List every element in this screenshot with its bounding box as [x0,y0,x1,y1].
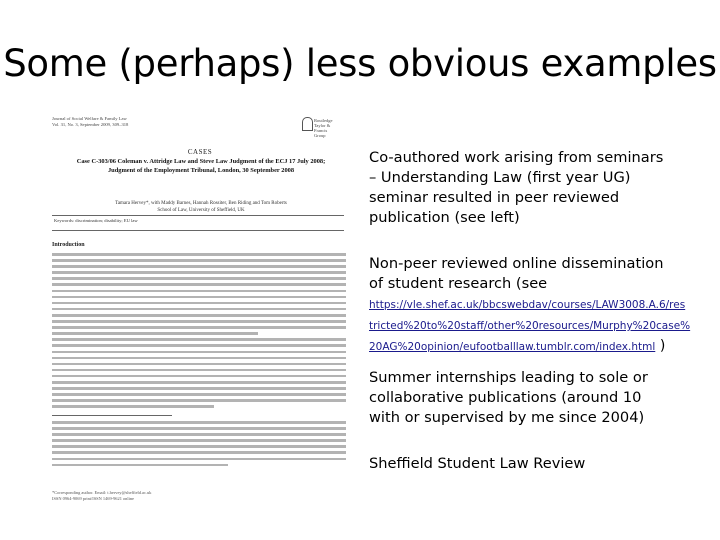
bullet-item: Summer internships leading to sole or collaborative publications (around 10 with or supervised by me since 2004) [369,369,648,426]
link-tumblr-url[interactable]: 20AG%20opinion/eufootballlaw.tumblr.com/index.html [369,341,656,353]
intro-heading: Introduction [52,242,85,248]
keywords: Keywords: discrimination; disability; EU law [54,218,138,223]
divider [52,230,344,231]
case-title: Case C-303/06 Coleman v. Attridge Law and Steve Law Judgment of the ECJ 17 July 2008; Judgment of the Employment Tribunal, London, 30 September 2008 [76,158,326,174]
link-vle-url-cont[interactable]: tricted%20to%20staff/other%20resources/Murphy%20case% [369,320,691,332]
journal-header: Journal of Social Welfare & Family Law Vol. 31, No. 3, September 2009, 309–318 [52,116,129,127]
publisher-logo [302,116,336,138]
article-footer: *Corresponding author. Email: t.hervey@sheffield.ac.uk ISSN 0964-9069 print/ISSN 1469-9621 online [52,490,152,501]
bullet-item: Co-authored work arising from seminars – Understanding Law (first year UG) seminar resulted in peer reviewed publication (see left) [369,149,664,226]
publisher-name: Routledge Taylor & Francis Group [314,118,333,138]
section-heading: CASES [187,148,213,156]
divider [52,215,344,216]
closing-paren: ) [659,338,666,354]
slide-title: Some (perhaps) less obvious examples [3,42,717,85]
publisher-logo-mark [302,117,313,131]
divider [52,415,172,416]
journal-article-image [50,112,350,508]
bullet-item: Sheffield Student Law Review [369,455,586,472]
authors: Tamara Hervey*, with Maddy Barnes, Hannah Rossiter, Ben Riding and Tom Roberts School of Law, University of Sheffield, UK [115,201,287,213]
body-text-block [52,253,346,411]
link-vle-url[interactable]: https://vle.shef.ac.uk/bbcswebdav/courses/LAW3008.A.6/res [369,299,686,311]
bullet-text: Non-peer reviewed online dissemination of student research (see [369,255,664,292]
bullet-item [369,254,691,357]
footnote-block [52,421,346,470]
